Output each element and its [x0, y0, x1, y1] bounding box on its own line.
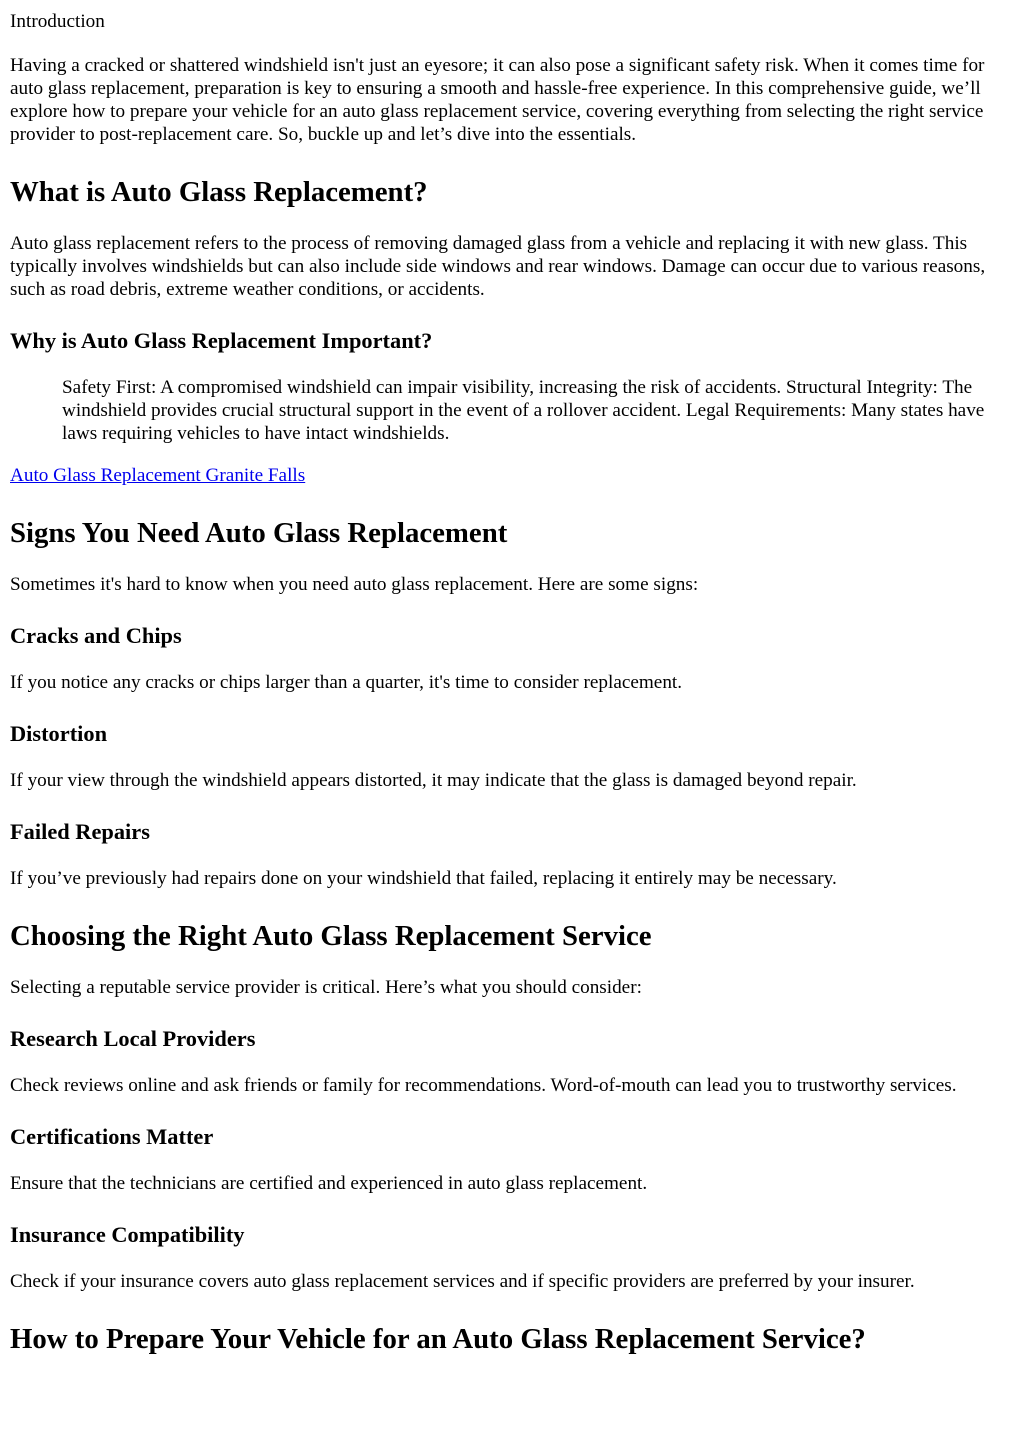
heading-research-providers: Research Local Providers	[10, 1026, 256, 1051]
granite-falls-link[interactable]: Auto Glass Replacement Granite Falls	[10, 465, 306, 486]
heading-prepare-vehicle: How to Prepare Your Vehicle for an Auto Glass Replacement Service?	[10, 1323, 866, 1355]
choosing-paragraph: Selecting a reputable service provider is critical. Here’s what you should consider:	[10, 977, 642, 998]
distortion-text: If your view through the windshield appears distorted, it may indicate that the glass is damaged beyond repair.	[10, 770, 857, 791]
insurance-text: Check if your insurance covers auto glass replacement services and if specific providers are preferred by your insurer.	[10, 1271, 915, 1292]
intro-label: Introduction	[10, 11, 105, 32]
intro-paragraph: Having a cracked or shattered windshield isn't just an eyesore; it can also pose a significant safety risk. When it comes time for auto glass replacement, preparation is key to ensuring a smooth and hassle-free experience. In this comprehensive guide, we’ll explore how to prepare your vehicle for an auto glass replacement service, covering everything from selecting the right service provider to post-replacement care. So, buckle up and let’s dive into the essentials.	[10, 55, 985, 145]
signs-paragraph: Sometimes it's hard to know when you need auto glass replacement. Here are some signs:	[10, 574, 699, 595]
what-is-paragraph: Auto glass replacement refers to the process of removing damaged glass from a vehicle and replacing it with new glass. This typically involves windshields but can also include side windows and rear windows. Damage can occur due to various reasons, such as road debris, extreme weather conditions, or accidents.	[10, 233, 986, 300]
heading-signs: Signs You Need Auto Glass Replacement	[10, 517, 508, 549]
heading-distortion: Distortion	[10, 721, 108, 746]
research-providers-text: Check reviews online and ask friends or family for recommendations. Word-of-mouth can lead you to trustworthy services.	[10, 1075, 957, 1096]
heading-insurance: Insurance Compatibility	[10, 1222, 245, 1247]
link-container	[10, 464, 1014, 487]
heading-choosing: Choosing the Right Auto Glass Replacement Service	[10, 920, 652, 952]
certifications-text: Ensure that the technicians are certified and experienced in auto glass replacement.	[10, 1173, 648, 1194]
cracks-chips-text: If you notice any cracks or chips larger than a quarter, it's time to consider replacement.	[10, 672, 683, 693]
heading-cracks-chips: Cracks and Chips	[10, 623, 182, 648]
heading-certifications: Certifications Matter	[10, 1124, 214, 1149]
heading-what-is: What is Auto Glass Replacement?	[10, 176, 428, 208]
failed-repairs-text: If you’ve previously had repairs done on your windshield that failed, replacing it entirely may be necessary.	[10, 868, 837, 889]
heading-failed-repairs: Failed Repairs	[10, 819, 150, 844]
heading-why-important: Why is Auto Glass Replacement Important?	[10, 328, 433, 353]
why-important-quote: Safety First: A compromised windshield can impair visibility, increasing the risk of accidents. Structural Integrity: The windshield provides crucial structural support in the event of a rollover accident. Legal Requirements: Many states have laws requiring vehicles to have intact windshields.	[62, 377, 985, 444]
